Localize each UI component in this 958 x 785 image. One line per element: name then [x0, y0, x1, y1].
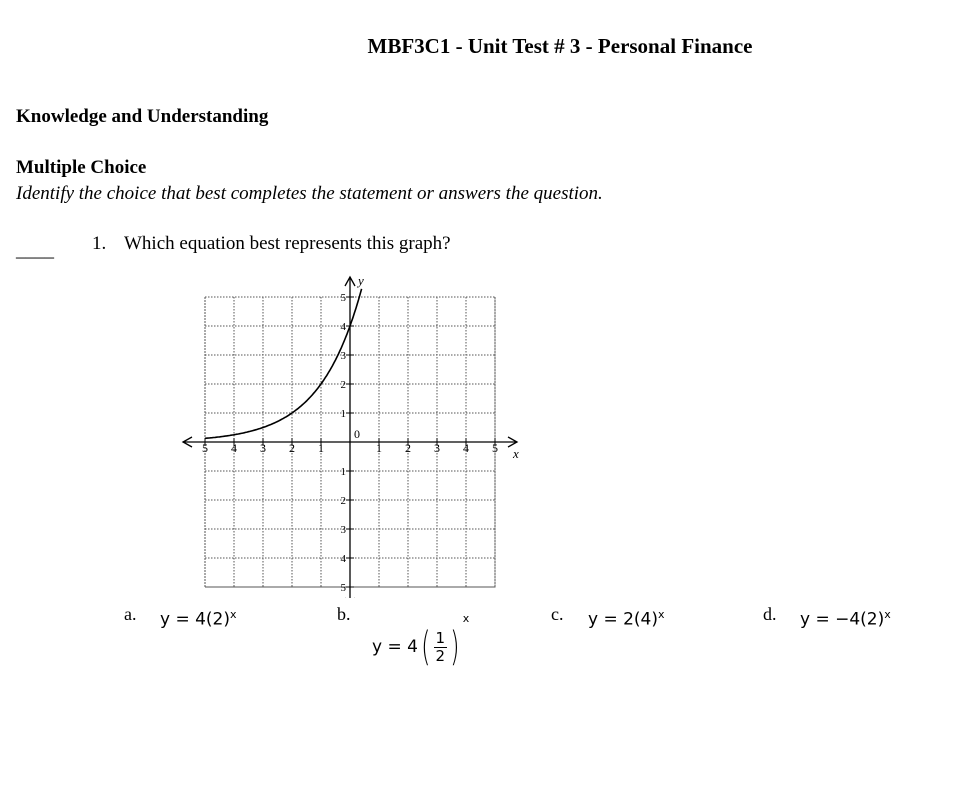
x-axis-label: x — [513, 446, 519, 461]
section-heading: Knowledge and Understanding — [16, 106, 269, 127]
x-tick-label: 2 — [405, 441, 411, 455]
choice-a-letter: a. — [124, 604, 137, 624]
choice-c-base: y = 2(4) — [588, 609, 659, 630]
choice-b-base: y = 4 — [372, 637, 418, 657]
choice-d-base: y = −4(2) — [800, 609, 885, 630]
choice-d-letter: d. — [763, 604, 777, 624]
y-axis-label: y — [358, 273, 364, 288]
function-curve — [205, 289, 362, 439]
question-number: 1. — [92, 233, 107, 254]
x-tick-label: 1 — [318, 441, 324, 455]
x-tick-label: 3 — [434, 441, 440, 455]
x-tick-label: 2 — [289, 441, 295, 455]
y-tick-label: 4 — [340, 321, 346, 333]
y-tick-label: 5 — [340, 582, 346, 594]
choice-b-exponent: x — [462, 612, 470, 625]
y-tick-label: 3 — [340, 524, 346, 536]
y-tick-label: 1 — [340, 408, 346, 420]
y-tick-label: 2 — [340, 495, 346, 507]
x-tick-label: 5 — [492, 441, 498, 455]
answer-blank[interactable]: ____ — [16, 240, 54, 261]
choice-a-exponent: x — [230, 608, 237, 621]
choice-c-exponent: x — [658, 608, 665, 621]
choice-d-equation[interactable] — [800, 608, 891, 630]
y-tick-label: 5 — [340, 292, 346, 304]
choice-b-denominator: 2 — [435, 646, 446, 665]
x-tick-label: 0 — [354, 427, 360, 441]
y-tick-label: 2 — [340, 379, 346, 391]
x-tick-label: 4 — [463, 441, 469, 455]
exponential-graph — [176, 258, 536, 598]
choice-b-left-paren: ( — [421, 624, 431, 670]
choice-c-equation[interactable] — [588, 608, 665, 630]
y-tick-label: 1 — [340, 466, 346, 478]
choice-a-base: y = 4(2) — [160, 609, 231, 630]
choice-a-equation[interactable] — [160, 608, 237, 630]
page-title: MBF3C1 - Unit Test # 3 - Personal Finance — [367, 34, 753, 58]
x-tick-label: 5 — [202, 441, 208, 455]
choice-b-right-paren: ) — [450, 624, 460, 670]
subsection-heading: Multiple Choice — [16, 157, 147, 178]
choice-b-letter: b. — [337, 604, 351, 624]
question-text: Which equation best represents this graph? — [124, 233, 451, 254]
x-tick-label: 1 — [376, 441, 382, 455]
choice-c-letter: c. — [551, 604, 564, 624]
choice-d-exponent: x — [884, 608, 891, 621]
choice-b-numerator: 1 — [435, 629, 446, 647]
instructions-text: Identify the choice that best completes the statement or answers the question. — [16, 183, 603, 204]
y-tick-label: 3 — [340, 350, 346, 362]
y-tick-label: 4 — [340, 553, 346, 565]
x-tick-label: 4 — [231, 441, 237, 455]
choice-b-equation[interactable] — [372, 612, 470, 670]
x-tick-label: 3 — [260, 441, 266, 455]
choice-b-fraction — [434, 630, 448, 664]
